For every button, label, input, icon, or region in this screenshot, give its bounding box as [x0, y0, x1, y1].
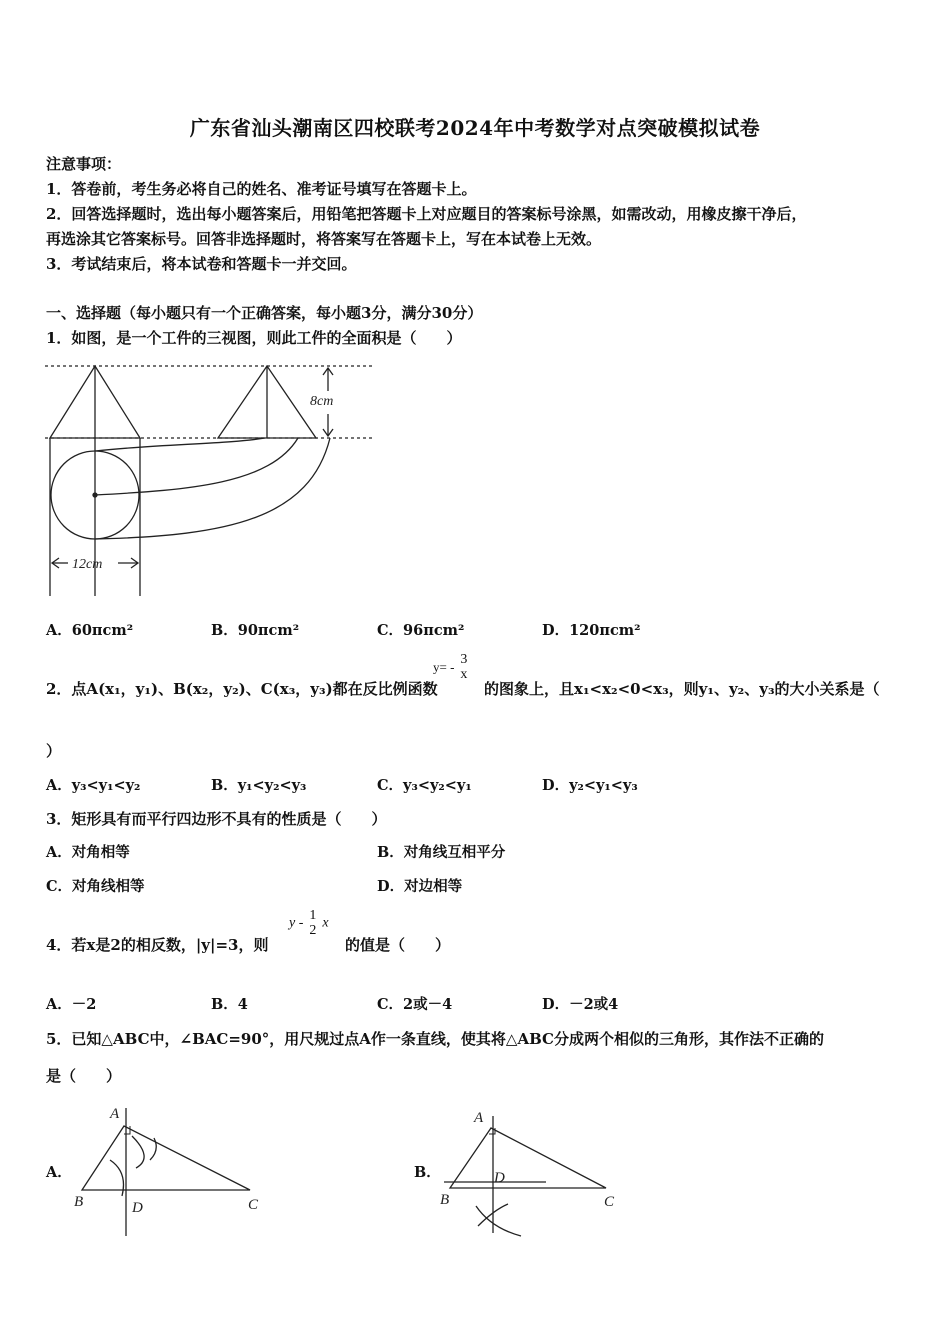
q1-stem: 1．如图，是一个工件的三视图，则此工件的全面积是（ ）	[46, 329, 462, 347]
page-title: 广东省汕头潮南区四校联考2024年中考数学对点突破模拟试卷	[189, 116, 761, 140]
notice-item: 2．回答选择题时，选出每小题答案后，用铅笔把答题卡上对应题目的答案标号涂黑，如需改动，用橡皮擦干净后，	[46, 205, 807, 223]
width-label: 12cm	[72, 557, 103, 572]
q2-stem-part2: 的图象上，且x₁<x₂<0<x₃，则y₁、y₂、y₃的大小关系是（	[484, 680, 880, 698]
label-c: C	[248, 1197, 259, 1213]
q3-option-b: B．对角线互相平分	[377, 844, 506, 861]
q4-stem-part2: 的值是（ ）	[345, 936, 451, 954]
q1-three-view-figure	[40, 358, 385, 603]
height-label: 8cm	[310, 394, 334, 409]
q2-option-a: A．y₃<y₁<y₂	[46, 777, 141, 794]
q1-option-c: C．96πcm²	[377, 622, 465, 639]
label-a: A	[474, 1110, 484, 1126]
q5-stem-line2: 是（ ）	[46, 1067, 122, 1085]
q2-option-c: C．y₃<y₂<y₁	[377, 777, 472, 794]
notice-item: 1．答卷前，考生务必将自己的姓名、准考证号填写在答题卡上。	[46, 180, 477, 198]
q2-option-b: B．y₁<y₂<y₃	[211, 777, 307, 794]
q4-option-c: C．2或－4	[377, 996, 453, 1013]
q4-option-a: A．－2	[46, 996, 97, 1013]
section-heading: 一、选择题（每小题只有一个正确答案，每小题3分，满分30分）	[46, 304, 483, 322]
curve-lower	[95, 438, 330, 539]
q3-option-d: D．对边相等	[377, 878, 463, 895]
q1-option-a: A．60πcm²	[46, 622, 134, 639]
label-b: B	[74, 1194, 84, 1210]
q4-option-d: D．－2或4	[542, 996, 619, 1013]
label-d: D	[132, 1200, 143, 1216]
q3-option-a: A．对角相等	[46, 844, 130, 861]
q4-option-b: B．4	[211, 996, 248, 1013]
notice-item: 3．考试结束后，将本试卷和答题卡一并交回。	[46, 255, 357, 273]
q5-figure-a	[68, 1098, 268, 1243]
q5-figA-option: A．	[46, 1164, 72, 1181]
arc-mark	[132, 1136, 144, 1168]
curve-middle	[95, 438, 298, 495]
triangle-abc	[450, 1128, 606, 1188]
q2-stem-close: ）	[46, 742, 62, 760]
q2-formula: y= - 3 x	[433, 652, 468, 683]
q4-stem-part1: 4．若x是2的相反数，|y|=3，则	[46, 936, 269, 954]
q3-option-c: C．对角线相等	[46, 878, 145, 895]
curve-upper	[95, 438, 265, 451]
label-d: D	[494, 1170, 505, 1186]
notice-item: 再选涂其它答案标号。回答非选择题时，将答案写在答题卡上，写在本试卷上无效。	[46, 230, 602, 248]
q1-option-d: D．120πcm²	[542, 622, 641, 639]
label-a: A	[110, 1106, 120, 1122]
label-b: B	[440, 1192, 450, 1208]
q2-option-d: D．y₂<y₁<y₃	[542, 777, 638, 794]
q1-option-b: B．90πcm²	[211, 622, 300, 639]
q5-stem-line1: 5．已知△ABC中，∠BAC=90°，用尺规过点A作一条直线，使其将△ABC分成两个相似的三角形，其作法不正确的	[46, 1030, 824, 1048]
q4-formula: y - 1 2 x	[289, 908, 329, 939]
q5-figB-option: B．	[414, 1164, 441, 1181]
q5-figure-b	[436, 1098, 636, 1243]
q2-stem-part1: 2．点A(x₁，y₁)、B(x₂，y₂)、C(x₃，y₃)都在反比例函数	[46, 680, 438, 698]
label-c: C	[604, 1194, 615, 1210]
notice-heading: 注意事项：	[46, 155, 122, 173]
triangle-abc	[82, 1126, 250, 1190]
q3-stem: 3．矩形具有而平行四边形不具有的性质是（ ）	[46, 810, 387, 828]
